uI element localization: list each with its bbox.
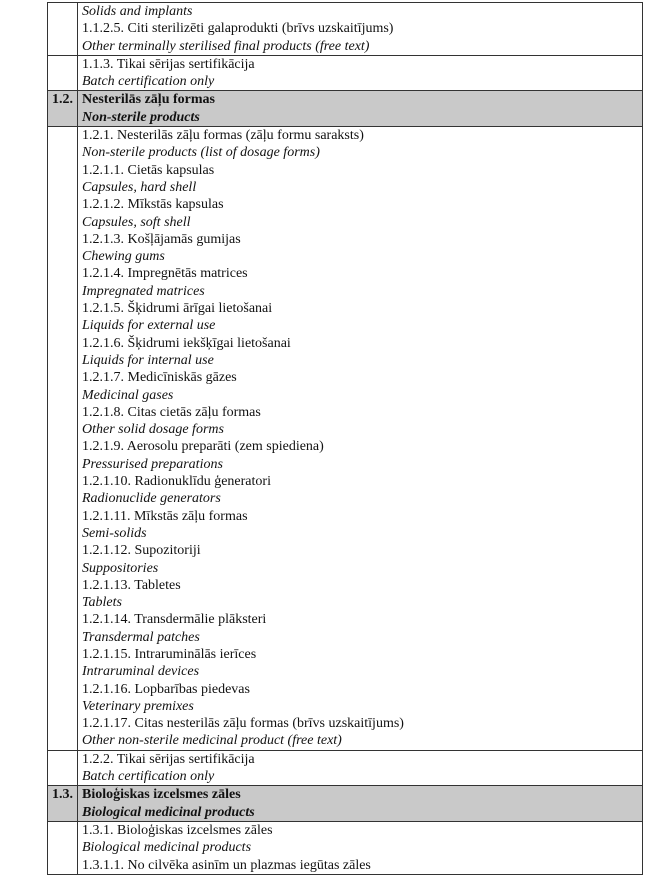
item-lv: 1.2.1. Nesterilās zāļu formas (zāļu formu saraksts) — [82, 128, 364, 144]
number-cell — [48, 127, 78, 751]
item-en: Batch certification only — [82, 769, 215, 785]
section-number: 1.2. — [48, 91, 78, 127]
item-lv: 1.2.1.2. Mīkstās kapsulas — [82, 197, 224, 213]
item-en: Medicinal gases — [82, 387, 174, 403]
item-en: Pressurised preparations — [82, 456, 223, 472]
item-en: Capsules, hard shell — [82, 179, 197, 195]
item-lv: 1.2.1.11. Mīkstās zāļu formas — [82, 508, 248, 524]
table-row — [48, 55, 643, 91]
section-subtitle: Non-sterile products — [82, 109, 200, 125]
table-row — [48, 127, 643, 751]
section-title-cell — [78, 786, 643, 822]
content-cell — [78, 750, 643, 786]
section-title: Nesterilās zāļu formas — [82, 92, 215, 108]
item-en: Biological medicinal products — [82, 840, 252, 856]
item-en: Radionuclide generators — [82, 491, 221, 507]
item-lv: 1.2.1.17. Citas nesterilās zāļu formas (brīvs uzskaitījums) — [82, 716, 404, 732]
section-header-row — [48, 91, 643, 127]
section-subtitle: Biological medicinal products — [82, 804, 255, 820]
item-en: Liquids for external use — [82, 318, 216, 334]
item-en: Liquids for internal use — [82, 352, 214, 368]
section-number: 1.3. — [48, 786, 78, 822]
content-cell — [78, 821, 643, 874]
table-row — [48, 750, 643, 786]
item-lv: 1.1.3. Tikai sērijas sertifikācija — [82, 56, 255, 72]
number-cell — [48, 750, 78, 786]
content-cell — [78, 55, 643, 91]
item-lv: 1.3.1. Bioloģiskas izcelsmes zāles — [82, 822, 273, 838]
number-cell — [48, 821, 78, 874]
section-title-cell — [78, 91, 643, 127]
number-cell — [48, 55, 78, 91]
item-lv: 1.2.1.5. Šķidrumi ārīgai lietošanai — [82, 301, 273, 317]
item-en: Other non-sterile medicinal product (free text) — [82, 733, 342, 749]
item-lv: 1.2.1.8. Citas cietās zāļu formas — [82, 404, 261, 420]
table-row — [48, 3, 643, 56]
item-lv: 1.2.1.10. Radionuklīdu ģeneratori — [82, 474, 271, 490]
item-en: Transdermal patches — [82, 629, 200, 645]
content-cell — [78, 3, 643, 56]
item-lv: 1.3.1.1. No cilvēka asinīm un plazmas iegūtas zāles — [82, 857, 371, 873]
item-en: Chewing gums — [82, 249, 165, 265]
item-lv: 1.2.2. Tikai sērijas sertifikācija — [82, 751, 255, 767]
item-en: Non-sterile products (list of dosage forms) — [82, 145, 320, 161]
item-en: Solids and implants — [82, 4, 193, 19]
item-lv: 1.1.2.5. Citi sterilizēti galaprodukti (brīvs uzskaitījums) — [82, 21, 394, 37]
item-lv: 1.2.1.12. Supozitoriji — [82, 543, 201, 559]
item-lv: 1.2.1.4. Impregnētās matrices — [82, 266, 248, 282]
item-lv: 1.2.1.15. Intraruminālās ierīces — [82, 646, 257, 662]
item-lv: 1.2.1.13. Tabletes — [82, 577, 181, 593]
item-en: Semi-solids — [82, 525, 147, 541]
item-en: Suppositories — [82, 560, 159, 576]
item-en: Tablets — [82, 595, 122, 611]
section-header-row — [48, 786, 643, 822]
item-lv: 1.2.1.14. Transdermālie plāksteri — [82, 612, 267, 628]
item-lv: 1.2.1.9. Aerosolu preparāti (zem spiediena) — [82, 439, 324, 455]
item-en: Other terminally sterilised final products (free text) — [82, 38, 370, 54]
item-en: Veterinary premixes — [82, 698, 194, 714]
item-lv: 1.2.1.1. Cietās kapsulas — [82, 162, 215, 178]
number-cell — [48, 3, 78, 56]
item-en: Other solid dosage forms — [82, 422, 224, 438]
item-lv: 1.2.1.6. Šķidrumi iekšķīgai lietošanai — [82, 335, 291, 351]
section-title: Bioloģiskas izcelsmes zāles — [82, 787, 241, 803]
item-lv: 1.2.1.7. Medicīniskās gāzes — [82, 370, 237, 386]
item-en: Intraruminal devices — [82, 664, 200, 680]
item-lv: 1.2.1.16. Lopbarības piedevas — [82, 681, 250, 697]
table-row — [48, 821, 643, 874]
item-en: Batch certification only — [82, 74, 215, 90]
authorisation-table — [47, 2, 643, 875]
document-page — [47, 2, 643, 875]
item-lv: 1.2.1.3. Košļājamās gumijas — [82, 231, 241, 247]
content-cell — [78, 127, 643, 751]
item-en: Impregnated matrices — [82, 283, 205, 299]
item-en: Capsules, soft shell — [82, 214, 191, 230]
